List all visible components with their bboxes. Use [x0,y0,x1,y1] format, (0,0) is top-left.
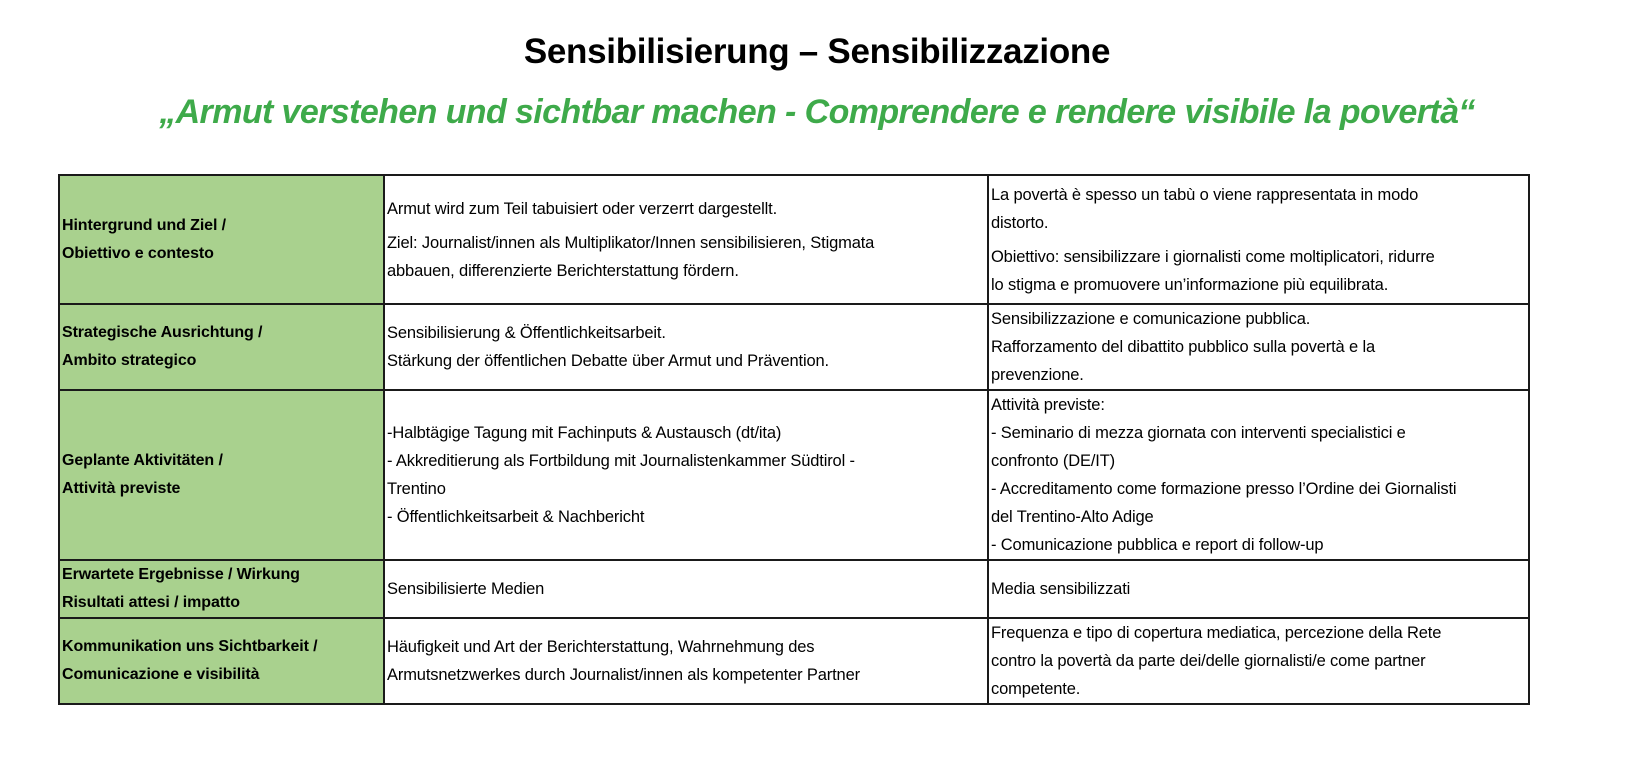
german-text-cell [384,304,988,390]
text-line: Armutsnetzwerkes durch Journalist/innen als kompetenter Partner [387,666,860,684]
text-line: contro la povertà da parte dei/delle giornalisti/e come partner [991,652,1426,670]
text-line: Stärkung der öffentlichen Debatte über Armut und Prävention. [387,352,829,370]
text-line: - Akkreditierung als Fortbildung mit Journalistenkammer Südtirol - [387,452,855,470]
text-line: - Accreditamento come formazione presso l’Ordine dei Giornalisti [991,480,1457,498]
text-line: Sensibilizzazione e comunicazione pubblica. [991,310,1311,328]
table-row-planned-activities [59,390,1529,560]
text-line: Frequenza e tipo di copertura mediatica, percezione della Rete [991,624,1442,642]
table-row-expected-results [59,560,1529,618]
project-info-table [58,174,1530,705]
row-label-cell [59,560,384,618]
text-line: Häufigkeit und Art der Berichterstattung, Wahrnehmung des [387,638,815,656]
text-line: Armut wird zum Teil tabuisiert oder verzerrt dargestellt. [387,199,778,218]
text-line: del Trentino-Alto Adige [991,508,1154,526]
text-line: La povertà è spesso un tabù o viene rappresentata in modo [991,185,1419,204]
text-line: Attività previste: [991,396,1105,414]
italian-text-cell [988,560,1529,618]
text-line: - Comunicazione pubblica e report di follow-up [991,536,1324,554]
row-label-it: Ambito strategico [62,352,197,369]
text-line: Trentino [387,480,446,498]
table-row-background-goal [59,175,1529,304]
row-label-de: Erwartete Ergebnisse / Wirkung [62,566,300,583]
text-line: lo stigma e promuovere un’informazione più equilibrata. [991,275,1389,294]
row-label-it: Risultati attesi / impatto [62,594,240,611]
row-label-de: Geplante Aktivitäten / [62,452,223,469]
row-label-it: Attività previste [62,480,181,497]
row-label-cell [59,304,384,390]
text-line: Ziel: Journalist/innen als Multiplikator/Innen sensibilisieren, Stigmata [387,233,875,252]
italian-text-cell [988,618,1529,704]
row-label-cell [59,390,384,560]
row-label-de: Kommunikation uns Sichtbarkeit / [62,638,318,655]
row-label-cell [59,175,384,304]
german-text-cell [384,560,988,618]
row-label-it: Comunicazione e visibilità [62,666,260,683]
text-line: confronto (DE/IT) [991,452,1115,470]
italian-text-cell [988,304,1529,390]
text-line: abbauen, differenzierte Berichterstattung fördern. [387,261,739,280]
text-line: - Öffentlichkeitsarbeit & Nachbericht [387,508,645,526]
text-line: prevenzione. [991,366,1084,384]
text-line: distorto. [991,213,1049,232]
text-line: competente. [991,680,1081,698]
text-line: - Seminario di mezza giornata con interventi specialistici e [991,424,1406,442]
italian-text-cell [988,390,1529,560]
german-text-cell [384,618,988,704]
text-line: Obiettivo: sensibilizzare i giornalisti come moltiplicatori, ridurre [991,247,1435,266]
row-label-de: Strategische Ausrichtung / [62,324,263,341]
text-line: Rafforzamento del dibattito pubblico sulla povertà e la [991,338,1376,356]
text-line: Media sensibilizzati [991,580,1131,598]
row-label-de: Hintergrund und Ziel / [62,216,227,234]
text-line: Sensibilisierte Medien [387,580,545,598]
table-row-communication-visibility [59,618,1529,704]
italian-text-cell [988,175,1529,304]
german-text-cell [384,175,988,304]
text-line: Sensibilisierung & Öffentlichkeitsarbeit. [387,324,666,342]
row-label-cell [59,618,384,704]
german-text-cell [384,390,988,560]
document-title: Sensibilisierung – Sensibilizzazione [523,32,1111,71]
table-row-strategic-focus [59,304,1529,390]
document-subtitle: „Armut verstehen und sichtbar machen - Comprendere e rendere visibile la povertà“ [159,93,1475,131]
text-line: -Halbtägige Tagung mit Fachinputs & Austausch (dt/ita) [387,424,782,442]
row-label-it: Obiettivo e contesto [62,244,214,262]
